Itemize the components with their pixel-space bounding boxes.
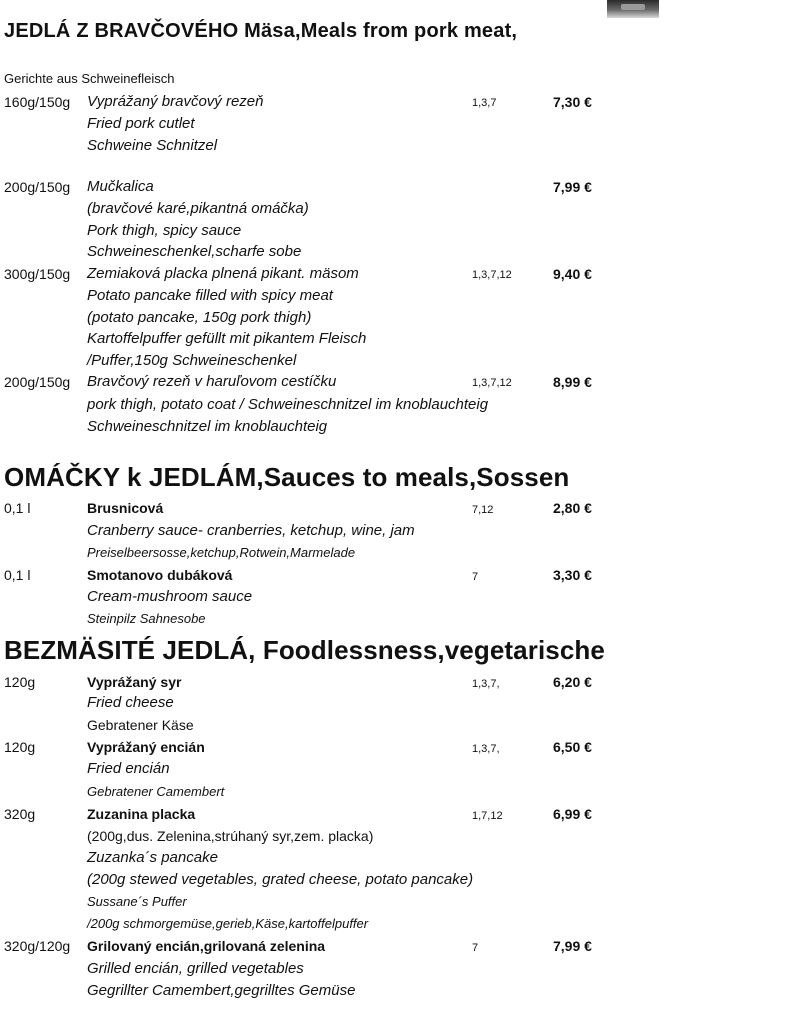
item-desc-de: Schweineschenkel,scharfe sobe [87,243,302,260]
item-name: Vyprážaný syr [87,674,182,690]
item-desc-de: Schweineschnitzel im knoblauchteig [87,418,328,435]
item-name: Smotanovo dubáková [87,567,233,583]
item-weight: 300g/150g [4,266,71,282]
item-price: 6,20 € [553,674,592,690]
item-price: 9,40 € [553,266,592,282]
item-desc-de: Steinpilz Sahnesobe [87,611,206,626]
item-weight: 0,1 l [4,500,31,516]
item-price: 2,80 € [553,500,592,516]
section-title-sauces: OMÁČKY k JEDLÁM,Sauces to meals,Sossen [4,462,570,492]
item-desc-en: Grilled encián, grilled vegetables [87,960,304,977]
item-desc-en: Fried pork cutlet [87,115,195,132]
item-price: 7,30 € [553,94,592,110]
item-weight: 120g [4,739,36,755]
item-weight: 160g/150g [4,94,71,110]
item-name: Vyprážaný bravčový rezeň [87,93,264,110]
item-name: Mučkalica [87,178,154,195]
item-desc-en: pork thigh, potato coat / Schweineschnitzel im knoblauchteig [87,396,489,413]
item-allergens: 1,7,12 [472,810,503,822]
item-allergens: 7 [472,571,479,583]
item-allergens: 7 [472,942,479,954]
item-desc-de: Gegrillter Camembert,gegrilltes Gemüse [87,982,356,999]
item-price: 3,30 € [553,567,592,583]
section-title-pork: JEDLÁ Z BRAVČOVÉHO Mäsa,Meals from pork meat, [4,20,518,42]
item-price: 7,99 € [553,938,592,954]
item-desc-en-detail: (200g stewed vegetables, grated cheese, potato pancake) [87,871,474,888]
item-weight: 320g [4,806,36,822]
item-name: Zuzanina placka [87,806,196,822]
item-price: 8,99 € [553,374,592,390]
item-name: Brusnicová [87,500,164,516]
item-allergens: 1,3,7 [472,97,497,109]
item-desc-en-detail: (potato pancake, 150g pork thigh) [87,309,312,326]
item-weight: 120g [4,674,36,690]
item-desc-de: Schweine Schnitzel [87,137,218,154]
item-weight: 320g/120g [4,938,71,954]
item-weight: 200g/150g [4,179,71,195]
item-desc-de-detail: /200g schmorgemüse,gerieb,Käse,kartoffelpuffer [87,916,369,931]
item-desc-en: Cream-mushroom sauce [87,588,253,605]
item-desc-de: Sussane´s Puffer [87,894,187,909]
section-title-vegetarian: BEZMÄSITÉ JEDLÁ, Foodlessness,vegetarische [4,635,605,665]
item-desc-en: Potato pancake filled with spicy meat [87,287,333,304]
item-name: Zemiaková placka plnená pikant. mäsom [87,265,359,282]
item-desc-de: Gebratener Käse [87,717,194,733]
item-desc-de: Kartoffelpuffer gefüllt mit pikantem Fleisch [87,330,367,347]
item-name: Vyprážaný encián [87,739,205,755]
item-desc-en: Fried cheese [87,694,174,711]
item-desc-en: Fried encián [87,760,170,777]
item-desc-sk: (200g,dus. Zelenina,strúhaný syr,zem. placka) [87,828,374,844]
item-name: Bravčový rezeň v haruľovom cestíčku [87,373,337,390]
item-desc-de: Gebratener Camembert [87,784,225,799]
item-price: 6,50 € [553,739,592,755]
item-allergens: 1,3,7,12 [472,269,512,281]
item-price: 7,99 € [553,179,592,195]
section-subtitle-pork: Gerichte aus Schweinefleisch [4,71,175,86]
item-allergens: 1,3,7,12 [472,377,512,389]
item-desc-en: Pork thigh, spicy sauce [87,222,242,239]
item-desc-en: Zuzanka´s pancake [87,849,218,866]
item-desc-en: Cranberry sauce- cranberries, ketchup, wine, jam [87,522,415,539]
item-allergens: 1,3,7, [472,678,500,690]
item-desc-de-detail: /Puffer,150g Schweineschenkel [87,352,297,369]
item-weight: 200g/150g [4,374,71,390]
item-allergens: 7,12 [472,504,494,516]
item-weight: 0,1 l [4,567,31,583]
corner-photo [607,0,659,18]
item-allergens: 1,3,7, [472,743,500,755]
item-desc-de: Preiselbeersosse,ketchup,Rotwein,Marmelade [87,545,356,560]
item-price: 6,99 € [553,806,592,822]
item-name: Grilovaný encián,grilovaná zelenina [87,938,326,954]
item-desc-sk: (bravčové karé,pikantná omáčka) [87,200,309,217]
